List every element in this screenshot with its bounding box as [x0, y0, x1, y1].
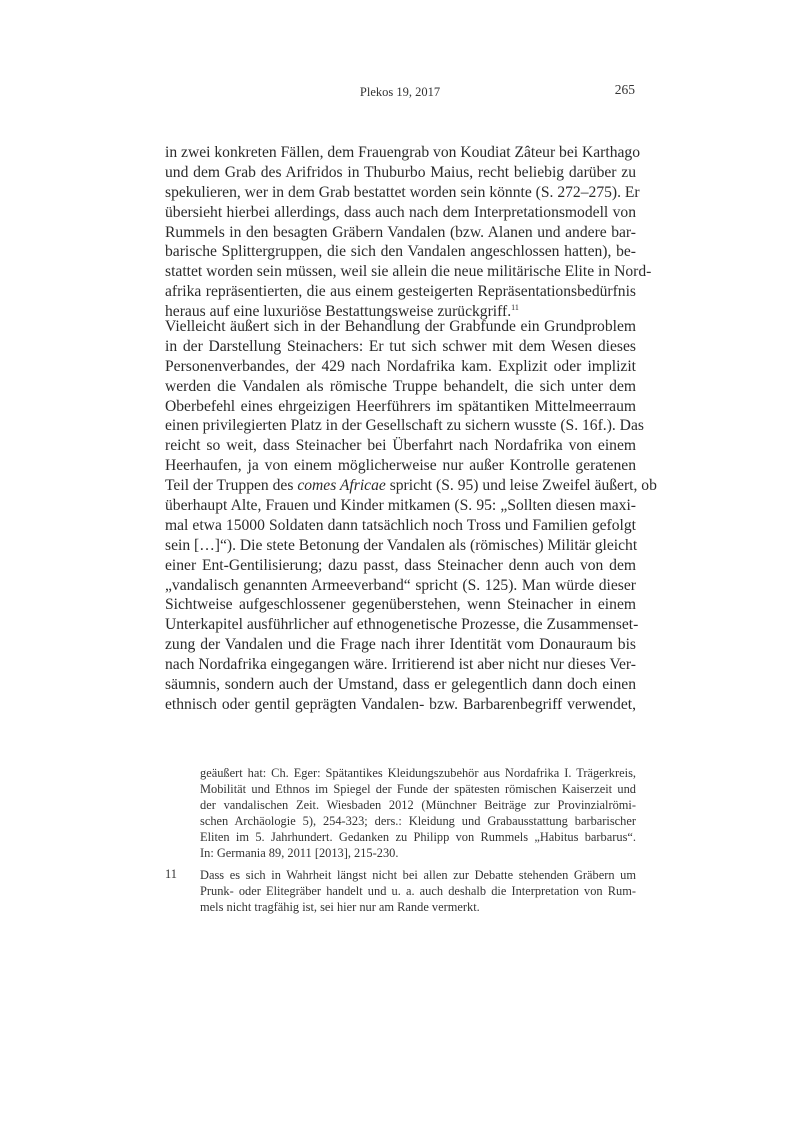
text-line: Personenverbandes, der 429 nach Nordafrika kam. Explizit oder implizit	[165, 357, 636, 375]
page-number: 265	[614, 82, 635, 97]
text-line: reicht so weit, dass Steinacher bei Überfahrt nach Nordafrika von einem	[165, 437, 636, 455]
text-line: Rummels in den besagten Gräbern Vandalen (bzw. Alanen und andere bar-	[165, 223, 636, 241]
text-line: werden die Vandalen als römische Truppe behandelt, die sich unter dem	[165, 377, 636, 395]
text-line: Vielleicht äußert sich in der Behandlung der Grabfunde ein Grundproblem	[165, 318, 636, 335]
text-line: und dem Grab des Arifridos in Thuburbo Maius, recht beliebig darüber zu	[165, 163, 636, 181]
text-line: übersieht hierbei allerdings, dass auch nach dem Interpretationsmodell von	[165, 203, 636, 221]
footnote-line: In: Germania 89, 2011 [2013], 215-230.	[200, 846, 399, 860]
paragraph-2	[165, 317, 657, 715]
footnote-line: Eliten im 5. Jahrhundert. Gedanken zu Philipp von Rummels „Habitus barbarus“.	[200, 830, 636, 844]
text-line: einen privilegierten Platz in der Gesellschaft zu sichern wusste (S. 16f.). Das	[165, 417, 644, 435]
footnote-number: 11	[165, 867, 177, 881]
text-line: Oberbefehl eines ehrgeizigen Heerführers im spätantiken Mittelmeerraum	[165, 397, 636, 415]
text-line: nach Nordafrika eingegangen wäre. Irritierend ist aber nicht nur dieses Ver-	[165, 656, 636, 674]
text-line: in zwei konkreten Fällen, dem Frauengrab von Koudiat Zâteur bei Karthago	[165, 144, 641, 161]
text-line	[165, 476, 657, 496]
footnote-text	[200, 765, 636, 861]
footnote-line: Dass es sich in Wahrheit längst nicht bei allen zur Debatte stehenden Gräbern um	[200, 868, 636, 882]
text-line: Heerhaufen, ja von einem möglicherweise nur außer Kontrolle geratenen	[165, 457, 636, 475]
footnote-line: Mobilität und Ethnos im Spiegel der Funde der spätesten römischen Kaiserzeit und	[200, 782, 636, 796]
text-line: in der Darstellung Steinachers: Er tut sich schwer mit dem Wesen dieses	[165, 337, 636, 355]
text-line: säumnis, sondern auch der Umstand, dass er gelegentlich dann doch einen	[165, 676, 636, 694]
text-line: „vandalisch genannten Armeeverband“ spricht (S. 125). Man würde dieser	[165, 576, 636, 594]
text-line-content: heraus auf eine luxuriöse Bestattungsweise zurückgriff.	[165, 303, 512, 321]
footnote-line: mels nicht tragfähig ist, sei hier nur am Rande vermerkt.	[200, 900, 480, 914]
footnote-continued	[165, 765, 636, 861]
text-line: Sichtweise aufgeschlossener gegenüberstehen, wenn Steinacher in einem	[165, 596, 636, 614]
text-line: ethnisch oder gentil geprägten Vandalen- bzw. Barbarenbegriff verwendet,	[165, 695, 636, 713]
footnote-line: Prunk- oder Elitegräber handelt und u. a. auch deshalb die Interpretation von Rum-	[200, 884, 636, 898]
text-line: stattet worden sein müssen, weil sie allein die neue militärische Elite in Nord-	[165, 263, 652, 281]
text-line: überhaupt Alte, Frauen und Kinder mitkamen (S. 95: „Sollten diesen maxi-	[165, 497, 636, 515]
text-line: sein […]“). Die stete Betonung der Vandalen als (römisches) Militär gleicht	[165, 536, 638, 554]
text-segment: spricht (S. 95) und leise Zweifel äußert, ob	[385, 477, 657, 495]
footnote-line: der vandalischen Zeit. Wiesbaden 2012 (Münchner Beiträge zur Provinzialrömi-	[200, 798, 636, 812]
footnote-text	[200, 867, 636, 915]
text-line: einer Ent-Gentilisierung; dazu passt, dass Steinacher denn auch von dem	[165, 556, 636, 574]
text-line: afrika repräsentierten, die aus einem gesteigerten Repräsentationsbedürfnis	[165, 283, 636, 301]
footnote-line: geäußert hat: Ch. Eger: Spätantikes Kleidungszubehör aus Nordafrika I. Trägerkreis,	[200, 766, 636, 780]
text-line: mal etwa 15000 Soldaten dann tatsächlich noch Tross und Familien gefolgt	[165, 516, 636, 534]
text-line: spekulieren, wer in dem Grab bestattet worden sein könnte (S. 272–275). Er	[165, 183, 640, 201]
text-line: Unterkapitel ausführlicher auf ethnogenetische Prozesse, die Zusammenset-	[165, 616, 639, 634]
footnote-11	[165, 867, 636, 915]
text-segment: Teil der Truppen des	[165, 477, 298, 495]
running-header: Plekos 19, 2017	[359, 85, 441, 99]
footnote-line: schen Archäologie 5), 254-323; ders.: Kleidung und Grabausstattung barbarischer	[200, 814, 636, 828]
paragraph-1	[165, 143, 652, 322]
footnote-reference: 11	[511, 303, 519, 313]
italic-term: comes Africae	[297, 477, 386, 495]
text-line: zung der Vandalen und die Frage nach ihrer Identität vom Donauraum bis	[165, 636, 636, 654]
text-line: barische Splittergruppen, die sich den Vandalen angeschlossen hatten), be-	[165, 243, 636, 261]
